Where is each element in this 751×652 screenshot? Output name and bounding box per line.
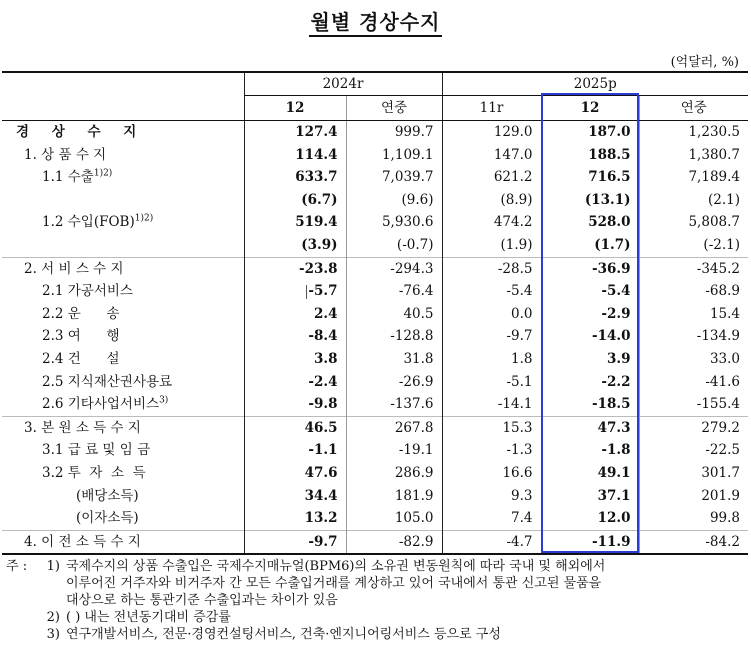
row-label: 2.4 건 설 bbox=[42, 350, 120, 367]
footnote-text: 대상으로 하는 통관기준 수출입과는 차이가 있음 bbox=[66, 593, 338, 608]
val-2025-11r: -4.7 bbox=[442, 530, 541, 554]
footnote-marker: 3) bbox=[159, 395, 169, 406]
val-2024-annual: 31.8 bbox=[346, 348, 442, 371]
footnote-key: 2) bbox=[46, 610, 60, 625]
table-row bbox=[2, 257, 748, 280]
val-2025-11r: -14.1 bbox=[442, 393, 541, 416]
footnote-prefix bbox=[6, 575, 30, 592]
footnote-key bbox=[30, 592, 66, 609]
val-2025-11r: -5.4 bbox=[442, 280, 541, 303]
val-2025-annual: (2.1) bbox=[639, 189, 748, 212]
val-2025-12: 49.1 bbox=[541, 462, 639, 485]
footnotes bbox=[6, 558, 748, 643]
val-2025-annual: 1,380.7 bbox=[639, 144, 748, 167]
table-row bbox=[2, 280, 748, 303]
val-2025-11r: 147.0 bbox=[442, 144, 541, 167]
val-2025-annual: -155.4 bbox=[639, 393, 748, 416]
val-2024-12: 3.8 bbox=[244, 348, 346, 371]
val-2025-12: 716.5 bbox=[541, 166, 639, 189]
val-2025-annual: 33.0 bbox=[639, 348, 748, 371]
table-row bbox=[2, 189, 748, 212]
header-2025: 2025p bbox=[442, 72, 748, 96]
row-label: 3.1 급 료 및 임 금 bbox=[42, 442, 151, 459]
col-2024-annual: 연중 bbox=[346, 96, 442, 121]
val-2025-11r: 15.3 bbox=[442, 416, 541, 439]
row-label: (배당소득) bbox=[76, 487, 139, 504]
row-label: 2.1 가공서비스 bbox=[42, 283, 133, 300]
val-2024-12: (6.7) bbox=[244, 189, 346, 212]
header-2024: 2024r bbox=[244, 72, 442, 96]
val-2025-12: 187.0 bbox=[541, 121, 639, 144]
row-label: (이자소득) bbox=[76, 510, 139, 527]
val-2024-12: 34.4 bbox=[244, 485, 346, 508]
table-row bbox=[2, 530, 748, 554]
table-row bbox=[2, 121, 748, 144]
val-2024-annual: -128.8 bbox=[346, 325, 442, 348]
table-row bbox=[2, 166, 748, 189]
footnote-marker: 1)2) bbox=[93, 168, 113, 179]
val-2024-12: -8.4 bbox=[244, 325, 346, 348]
row-label: 3.2 투 자 소 득 bbox=[42, 464, 146, 481]
table-row bbox=[2, 144, 748, 167]
footnote-line bbox=[6, 609, 748, 626]
val-2024-annual: 7,039.7 bbox=[346, 166, 442, 189]
val-2024-annual: 286.9 bbox=[346, 462, 442, 485]
val-2025-11r: 9.3 bbox=[442, 485, 541, 508]
val-2024-annual: 5,930.6 bbox=[346, 211, 442, 234]
unit-label: (억달러, %) bbox=[670, 55, 739, 70]
col-2025-annual: 연중 bbox=[639, 96, 748, 121]
val-2025-12: -2.9 bbox=[541, 303, 639, 326]
val-2024-annual: -82.9 bbox=[346, 530, 442, 554]
val-2024-12: 46.5 bbox=[244, 416, 346, 439]
footnote-text: ( ) 내는 전년동기대비 증감률 bbox=[66, 610, 231, 625]
val-2025-annual: -41.6 bbox=[639, 371, 748, 394]
val-2025-11r: 621.2 bbox=[442, 166, 541, 189]
val-2024-12: 2.4 bbox=[244, 303, 346, 326]
row-label: 4. 이 전 소 득 수 지 bbox=[2, 530, 244, 554]
val-2025-annual: 5,808.7 bbox=[639, 211, 748, 234]
val-2025-11r: -28.5 bbox=[442, 257, 541, 280]
row-label: 2. 서 비 스 수 지 bbox=[2, 257, 244, 280]
val-2024-annual: 40.5 bbox=[346, 303, 442, 326]
val-2024-12: -23.8 bbox=[244, 257, 346, 280]
val-2024-12: -1.1 bbox=[244, 439, 346, 462]
val-2025-12: -36.9 bbox=[541, 257, 639, 280]
table-row bbox=[2, 439, 748, 462]
val-2025-11r: 7.4 bbox=[442, 507, 541, 530]
val-2025-annual: (-2.1) bbox=[639, 234, 748, 257]
col-2024-12: 12 bbox=[244, 96, 346, 121]
footnote-line bbox=[6, 575, 748, 592]
table-row bbox=[2, 371, 748, 394]
footnote-line bbox=[6, 558, 748, 575]
val-2025-11r: -1.3 bbox=[442, 439, 541, 462]
val-2025-annual: 301.7 bbox=[639, 462, 748, 485]
val-2025-12: (13.1) bbox=[541, 189, 639, 212]
row-label bbox=[2, 234, 244, 257]
val-2025-12: (1.7) bbox=[541, 234, 639, 257]
val-2024-annual: 1,109.1 bbox=[346, 144, 442, 167]
val-2024-annual: 999.7 bbox=[346, 121, 442, 144]
val-2024-12: 633.7 bbox=[244, 166, 346, 189]
header-blank bbox=[2, 96, 244, 121]
val-2025-12: 188.5 bbox=[541, 144, 639, 167]
table-row bbox=[2, 485, 748, 508]
header-row-years bbox=[2, 72, 748, 96]
val-2025-12: 3.9 bbox=[541, 348, 639, 371]
val-2025-12: 37.1 bbox=[541, 485, 639, 508]
table-row bbox=[2, 393, 748, 416]
footnote-prefix: 주 : bbox=[6, 559, 28, 574]
row-label: 경 상 수 지 bbox=[16, 124, 146, 140]
val-2024-annual: -294.3 bbox=[346, 257, 442, 280]
val-2025-12: -11.9 bbox=[541, 530, 639, 554]
footnote-text: 이루어진 거주자와 비거주자 간 모든 수출입거래를 계상하고 있어 국내에서 통관 신고된 물품을 bbox=[66, 576, 602, 591]
val-2025-12: 47.3 bbox=[541, 416, 639, 439]
val-2024-annual: -76.4 bbox=[346, 280, 442, 303]
table-row bbox=[2, 507, 748, 530]
header-blank bbox=[2, 72, 244, 96]
table-body bbox=[2, 121, 748, 555]
val-2024-annual: -19.1 bbox=[346, 439, 442, 462]
col-2025-12: 12 bbox=[541, 96, 639, 121]
val-2025-11r: 129.0 bbox=[442, 121, 541, 144]
col-2025-11r: 11r bbox=[442, 96, 541, 121]
val-2024-annual: -26.9 bbox=[346, 371, 442, 394]
footnote-prefix bbox=[6, 592, 30, 609]
val-2025-12: -2.2 bbox=[541, 371, 639, 394]
val-2024-12: (3.9) bbox=[244, 234, 346, 257]
val-2025-annual: 1,230.5 bbox=[639, 121, 748, 144]
val-2024-annual: 105.0 bbox=[346, 507, 442, 530]
table-row bbox=[2, 462, 748, 485]
footnote-prefix bbox=[6, 609, 30, 626]
val-2025-11r: -9.7 bbox=[442, 325, 541, 348]
footnote-text: 국제수지의 상품 수출입은 국제수지매뉴얼(BPM6)의 소유권 변동원칙에 따라 국내 및 해외에서 bbox=[66, 559, 606, 574]
val-2025-annual: -134.9 bbox=[639, 325, 748, 348]
table-row bbox=[2, 325, 748, 348]
row-label: 2.6 기타사업서비스$^{3)}$ bbox=[42, 395, 169, 413]
header-row-periods bbox=[2, 96, 748, 121]
val-2025-annual: -22.5 bbox=[639, 439, 748, 462]
table-row bbox=[2, 234, 748, 257]
table-row bbox=[2, 211, 748, 234]
val-2025-11r: 16.6 bbox=[442, 462, 541, 485]
val-2024-annual: (9.6) bbox=[346, 189, 442, 212]
row-label: 2.2 운 송 bbox=[42, 305, 120, 322]
row-label: 2.3 여 행 bbox=[42, 328, 120, 345]
val-2025-annual: 15.4 bbox=[639, 303, 748, 326]
val-2025-annual: -68.9 bbox=[639, 280, 748, 303]
footnote-text: 연구개발서비스, 전문·경영컨설팅서비스, 건축·엔지니어링서비스 등으로 구성 bbox=[66, 627, 501, 642]
row-label: 1. 상 품 수 지 bbox=[24, 146, 107, 163]
val-2024-12: -9.7 bbox=[244, 530, 346, 554]
table-row bbox=[2, 303, 748, 326]
footnote-line bbox=[6, 626, 748, 643]
val-2024-12: -2.4 bbox=[244, 371, 346, 394]
val-2024-12: 519.4 bbox=[244, 211, 346, 234]
row-label bbox=[2, 189, 244, 212]
footnote-key bbox=[30, 575, 66, 592]
val-2025-annual: 7,189.4 bbox=[639, 166, 748, 189]
val-2025-12: 12.0 bbox=[541, 507, 639, 530]
footnote-marker: 1)2) bbox=[134, 213, 154, 224]
row-label: 2.5 지식재산권사용료 bbox=[42, 373, 173, 390]
val-2024-annual: (-0.7) bbox=[346, 234, 442, 257]
val-2024-annual: 181.9 bbox=[346, 485, 442, 508]
val-2024-12: -9.8 bbox=[244, 393, 346, 416]
val-2025-12: -1.8 bbox=[541, 439, 639, 462]
val-2024-12: 13.2 bbox=[244, 507, 346, 530]
footnote-key: 3) bbox=[46, 627, 60, 642]
val-2025-11r: -5.1 bbox=[442, 371, 541, 394]
val-2025-annual: -345.2 bbox=[639, 257, 748, 280]
val-2025-annual: 279.2 bbox=[639, 416, 748, 439]
table-row bbox=[2, 348, 748, 371]
val-2025-11r: (1.9) bbox=[442, 234, 541, 257]
footnote-prefix bbox=[6, 626, 30, 643]
val-2024-12: 114.4 bbox=[244, 144, 346, 167]
val-2025-annual: -84.2 bbox=[639, 530, 748, 554]
current-account-table bbox=[2, 71, 748, 555]
val-2025-12: -18.5 bbox=[541, 393, 639, 416]
val-2025-11r: 474.2 bbox=[442, 211, 541, 234]
table-row bbox=[2, 416, 748, 439]
val-2024-annual: 267.8 bbox=[346, 416, 442, 439]
val-2025-annual: 99.8 bbox=[639, 507, 748, 530]
row-label: 1.1 수출$^{1)2)}$ bbox=[42, 168, 113, 186]
val-2024-12: 47.6 bbox=[244, 462, 346, 485]
row-label: 1.2 수입(FOB)$^{1)2)}$ bbox=[42, 213, 154, 231]
val-2024-annual: -137.6 bbox=[346, 393, 442, 416]
val-2025-12: -14.0 bbox=[541, 325, 639, 348]
val-2025-annual: 201.9 bbox=[639, 485, 748, 508]
footnote-line bbox=[6, 592, 748, 609]
val-2024-12: -5.7 bbox=[244, 280, 346, 303]
val-2024-12: 127.4 bbox=[244, 121, 346, 144]
row-label: 3. 본 원 소 득 수 지 bbox=[2, 416, 244, 439]
page-title: 월별 경상수지 bbox=[0, 6, 751, 35]
val-2025-12: 528.0 bbox=[541, 211, 639, 234]
val-2025-11r: (8.9) bbox=[442, 189, 541, 212]
val-2025-12: -5.4 bbox=[541, 280, 639, 303]
val-2025-11r: 1.8 bbox=[442, 348, 541, 371]
footnote-key: 1) bbox=[46, 559, 60, 574]
val-2025-11r: 0.0 bbox=[442, 303, 541, 326]
